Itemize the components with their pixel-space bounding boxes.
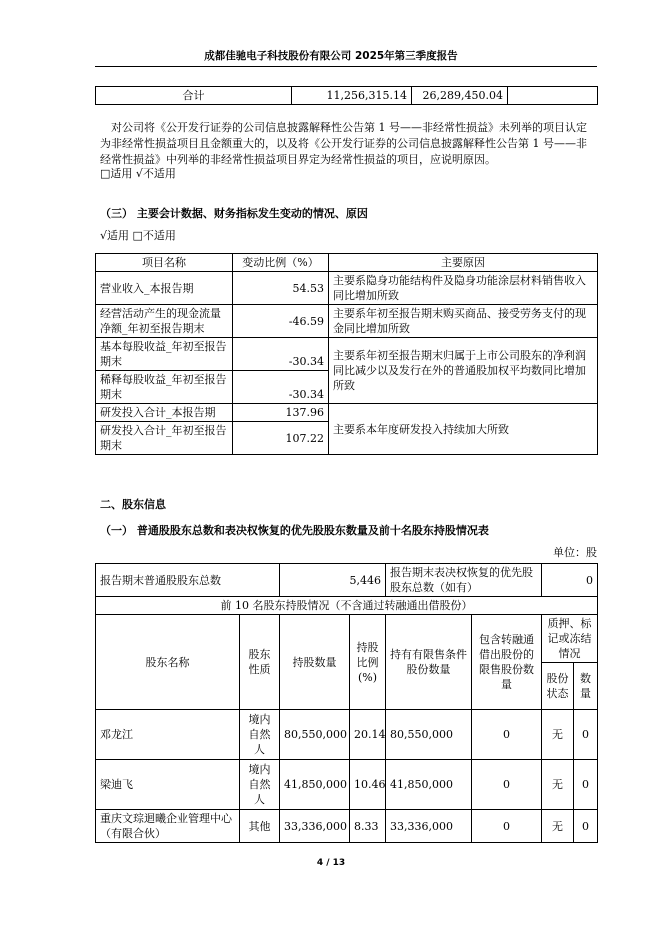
holder-amount: 41,850,000 [280, 760, 350, 810]
row-ratio: 54.53 [233, 272, 329, 305]
table-row [96, 272, 598, 305]
row-reason: 主要系隐身功能结构件及隐身功能涂层材料销售收入同比增加所致 [329, 272, 598, 305]
table-row [96, 404, 598, 422]
col-header-ratio: 持股比例(%) [350, 615, 386, 710]
row-ratio: -30.34 [233, 338, 329, 371]
row-name: 稀释每股收益_年初至报告期末 [96, 371, 233, 404]
row-name: 研发投入合计_年初至报告期末 [96, 422, 233, 455]
col-header-restricted: 持有有限售条件股份数量 [386, 615, 472, 710]
non-recurring-total-table [95, 86, 598, 105]
table-header-row [96, 254, 598, 272]
row-name: 经营活动产生的现金流量净额_年初至报告期末 [96, 305, 233, 338]
shareholders-subheading: （一） 普通股股东总数和表决权恢复的优先股股东数量及前十名股东持股情况表 [100, 524, 489, 537]
pref-holders-label: 报告期末表决权恢复的优先股股东总数（如有） [386, 564, 542, 597]
holder-qty: 0 [574, 810, 598, 843]
table-row [96, 338, 598, 371]
total-current: 11,256,315.14 [292, 87, 412, 105]
row-reason: 主要系年初至报告期末购买商品、接受劳务支付的现金同比增加所致 [329, 305, 598, 338]
holder-qty: 0 [574, 710, 598, 760]
total-note [508, 87, 598, 105]
row-name: 营业收入_本报告期 [96, 272, 233, 305]
header-divider [95, 66, 597, 67]
explanation-options: □适用 √不适用 [100, 167, 176, 180]
holder-lending: 0 [472, 760, 542, 810]
col-header-lending: 包含转融通借出股份的限售股份数量 [472, 615, 542, 710]
holder-ratio: 10.46 [350, 760, 386, 810]
pref-holders-value: 0 [542, 564, 598, 597]
table-row [96, 305, 598, 338]
holder-nature: 其他 [240, 810, 280, 843]
page-header-title: 成都佳驰电子科技股份有限公司 2025年第三季度报告 [204, 50, 458, 62]
explanation-paragraph: 对公司将《公开发行证券的公司信息披露解释性公告第 1 号——非经常性损益》未列举的项目认定为非经常性损益项目且金额重大的，以及将《公开发行证券的公司信息披露解释性公告第 1 号——非经常性损益》中列举的非经常性损益项目界定为经常性损益的项目，应说明原因。 [100, 121, 587, 166]
holder-amount: 80,550,000 [280, 710, 350, 760]
section3-heading: （三） 主要会计数据、财务指标发生变动的情况、原因 [100, 207, 368, 220]
col-header-name: 项目名称 [96, 254, 233, 272]
holder-lending: 0 [472, 710, 542, 760]
table-row [96, 760, 598, 810]
table-header-row [96, 615, 598, 663]
col-header-amount: 持股数量 [280, 615, 350, 710]
table-row [96, 87, 598, 105]
holder-nature: 境内自然人 [240, 760, 280, 810]
holder-qty: 0 [574, 760, 598, 810]
holder-lending: 0 [472, 810, 542, 843]
holder-name: 重庆文琮迴曦企业管理中心（有限合伙） [96, 810, 240, 843]
row-reason: 主要系本年度研发投入持续加大所致 [329, 404, 598, 455]
row-reason: 主要系年初至报告期末归属于上市公司股东的净利润同比减少以及发行在外的普通股加权平均数同比增加所致 [329, 338, 598, 404]
holder-status: 无 [542, 810, 574, 843]
holder-restricted: 33,336,000 [386, 810, 472, 843]
holder-nature: 境内自然人 [240, 710, 280, 760]
row-name: 研发投入合计_本报告期 [96, 404, 233, 422]
col-header-pledge-status: 股份状态 [542, 663, 574, 710]
col-header-pledge: 质押、标记或冻结情况 [542, 615, 598, 663]
holder-name: 邓龙江 [96, 710, 240, 760]
holder-ratio: 8.33 [350, 810, 386, 843]
holder-restricted: 41,850,000 [386, 760, 472, 810]
row-ratio: -30.34 [233, 371, 329, 404]
holder-restricted: 80,550,000 [386, 710, 472, 760]
total-ytd: 26,289,450.04 [412, 87, 508, 105]
shareholders-table [95, 563, 598, 843]
row-ratio: 107.22 [233, 422, 329, 455]
holder-name: 梁迪飞 [96, 760, 240, 810]
row-ratio: 137.96 [233, 404, 329, 422]
col-header-reason: 主要原因 [329, 254, 598, 272]
col-header-nature: 股东性质 [240, 615, 280, 710]
col-header-ratio: 变动比例（%） [233, 254, 329, 272]
holder-status: 无 [542, 760, 574, 810]
page-number: 4 / 13 [316, 858, 346, 868]
totals-row [96, 564, 598, 597]
col-header-pledge-qty: 数量 [574, 663, 598, 710]
total-label: 合计 [96, 87, 292, 105]
change-reasons-table [95, 253, 598, 455]
col-header-holder-name: 股东名称 [96, 615, 240, 710]
top10-caption: 前 10 名股东持股情况（不含通过转融通出借股份） [96, 597, 598, 615]
row-ratio: -46.59 [233, 305, 329, 338]
total-holders-value: 5,446 [280, 564, 386, 597]
table-row [96, 810, 598, 843]
row-name: 基本每股收益_年初至报告期末 [96, 338, 233, 371]
unit-label: 单位：股 [553, 546, 597, 559]
caption-row [96, 597, 598, 615]
total-holders-label: 报告期末普通股股东总数 [96, 564, 280, 597]
holder-amount: 33,336,000 [280, 810, 350, 843]
holder-status: 无 [542, 710, 574, 760]
holder-ratio: 20.14 [350, 710, 386, 760]
table-row [96, 710, 598, 760]
shareholders-heading: 二、股东信息 [100, 498, 166, 511]
section3-options: √适用 □不适用 [100, 229, 176, 242]
